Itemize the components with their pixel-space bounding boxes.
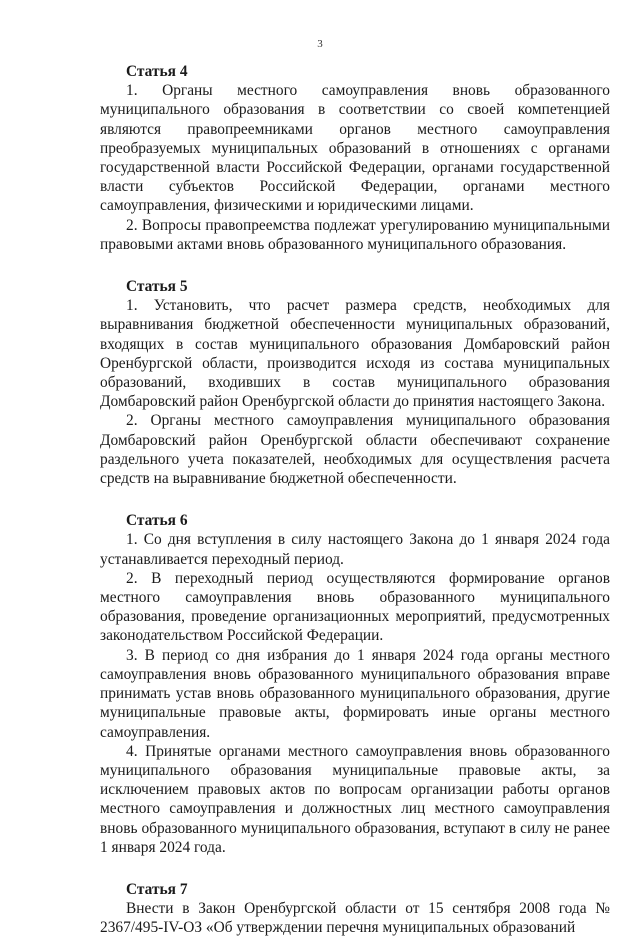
article-paragraph: 3. В период со дня избрания до 1 января 2024 года органы местного самоуправления вновь образованного муниципального образования вправе принимать устав вновь образованного муниципального образования, другие муниципальные правовые акты, формировать иные органы местного самоуправления. [100,646,610,741]
article-title: Статья 7 [126,880,188,898]
article-7 [100,880,610,938]
article-6 [100,511,610,857]
article-4 [100,62,610,254]
article-title: Статья 5 [126,278,188,296]
spacer [100,488,610,511]
article-paragraph: Внести в Закон Оренбургской области от 15 сентября 2008 года № 2367/495-IV-ОЗ «Об утверждении перечня муниципальных образований [100,900,610,937]
article-paragraph: 1. Установить, что расчет размера средств, необходимых для выравнивания бюджетной обеспеченности муниципальных образований, входящих в состав муниципального образования Домбаровский район Оренбургской области, производится исходя из состава муниципальных образований, входивших в состав муниципального образования Домбаровский район Оренбургской области до принятия настоящего Закона. [100,297,610,411]
article-title: Статья 4 [126,63,188,80]
spacer [100,254,610,277]
article-paragraph: 1. Со дня вступления в силу настоящего Закона до 1 января 2024 года устанавливается переходный период. [100,531,610,568]
article-paragraph: 2. В переходный период осуществляются формирование органов местного самоуправления вновь образованного муниципального образования, проведение организационных мероприятий, предусмотренных законодательством Российской Федерации. [100,569,610,645]
document-body [100,62,610,938]
article-5 [100,277,610,488]
spacer [100,857,610,880]
article-paragraph: 1. Органы местного самоуправления вновь образованного муниципального образования в соответствии со своей компетенцией являются правопреемниками органов местного самоуправления преобразуемых муниципальных образований в отношениях с органами государственной власти Российской Федерации, органами государственной власти субъектов Российской Федерации, органами местного самоуправления, физическими и юридическими лицами. [100,82,610,215]
article-paragraph: 2. Органы местного самоуправления муниципального образования Домбаровский район Оренбургской области обеспечивают сохранение раздельного учета показателей, необходимых для осуществления расчета средств на выравнивание бюджетной обеспеченности. [100,412,610,488]
article-paragraph: 2. Вопросы правопреемства подлежат урегулированию муниципальными правовыми актами вновь образованного муниципального образования. [100,216,610,253]
page-number: 3 [317,38,323,50]
article-title: Статья 6 [126,512,188,530]
article-paragraph: 4. Принятые органами местного самоуправления вновь образованного муниципального образования муниципальные правовые акты, за исключением правовых актов по вопросам организации работы органов местного самоуправления и должностных лиц местного самоуправления вновь образованного муниципального образования, вступают в силу не ранее 1 января 2024 года. [100,742,610,856]
